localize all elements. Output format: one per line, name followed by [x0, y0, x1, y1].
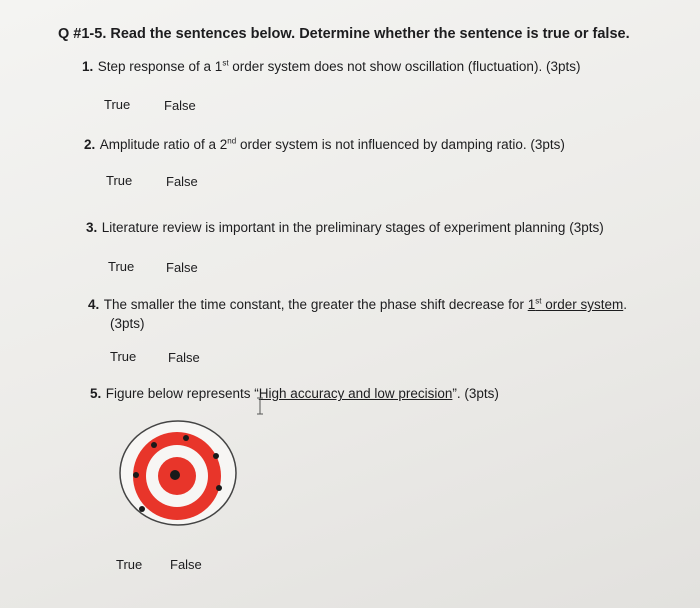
question-title: Q #1-5. Read the sentences below. Determine whether the sentence is true or false.: [58, 26, 630, 42]
question-5: [90, 385, 499, 403]
question-1: [82, 58, 580, 76]
question-text: Figure below represents “High accuracy and low precision”. (3pts): [105, 386, 499, 401]
question-number: 3.: [86, 220, 98, 235]
true-option-4[interactable]: True: [110, 349, 137, 364]
question-4: [88, 296, 627, 314]
question-text: Literature review is important in the preliminary stages of experiment planning (3pts): [101, 220, 604, 235]
false-option-4[interactable]: False: [168, 350, 200, 365]
shot-dot: [213, 453, 219, 459]
question-3: [86, 219, 604, 237]
question-text: Amplitude ratio of a 2nd order system is not influenced by damping ratio. (3pts): [99, 136, 565, 152]
question-number: 5.: [90, 386, 102, 401]
true-option-5[interactable]: True: [116, 557, 143, 572]
false-option-2[interactable]: False: [166, 174, 198, 189]
false-option-1[interactable]: False: [164, 98, 196, 113]
target-figure: [118, 418, 242, 526]
target-center-dot: [170, 470, 180, 480]
false-option-5[interactable]: False: [170, 557, 202, 572]
text-cursor-icon: [256, 397, 264, 415]
shot-dot: [183, 435, 189, 441]
question-2: [84, 136, 565, 154]
false-option-3[interactable]: False: [166, 260, 198, 275]
question-number: 1.: [82, 59, 94, 74]
true-option-1[interactable]: True: [104, 97, 131, 112]
shot-dot: [216, 485, 222, 491]
true-option-2[interactable]: True: [106, 173, 133, 188]
question-number: 2.: [84, 137, 96, 152]
question-text: The smaller the time constant, the greater the phase shift decrease for 1st order system.: [103, 296, 627, 312]
question-text: Step response of a 1st order system does not show oscillation (fluctuation). (3pts): [97, 58, 581, 74]
true-option-3[interactable]: True: [108, 259, 135, 274]
question-4-points: (3pts): [110, 316, 145, 331]
shot-dot: [133, 472, 139, 478]
question-number: 4.: [88, 297, 100, 312]
shot-dot: [139, 506, 145, 512]
shot-dot: [151, 442, 157, 448]
